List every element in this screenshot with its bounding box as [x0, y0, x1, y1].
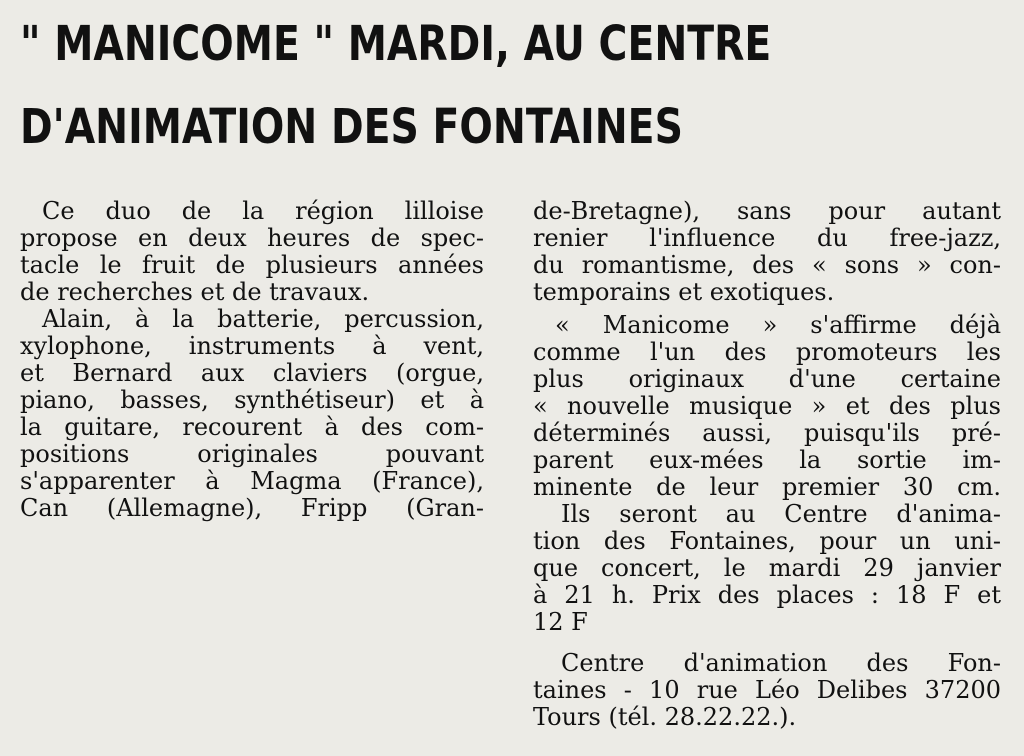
body-line: xylophone, instruments à vent, — [20, 332, 484, 360]
body-line: la guitare, recourent à des com- — [20, 413, 484, 441]
body-line: et Bernard aux claviers (orgue, — [20, 359, 484, 387]
body-line: 12 F — [533, 608, 588, 636]
body-line: piano, basses, synthétiseur) et à — [20, 386, 484, 414]
body-line: Alain, à la batterie, percussion, — [42, 305, 484, 333]
body-line: Can (Allemagne), Fripp (Gran- — [20, 494, 484, 522]
body-line: que concert, le mardi 29 janvier — [533, 554, 1001, 582]
body-line: déterminés aussi, puisqu'ils pré- — [533, 419, 1001, 447]
address-line: Centre d'animation des Fon- — [561, 649, 1001, 677]
article-column-right — [533, 198, 1001, 731]
body-line: de recherches et de travaux. — [20, 278, 370, 306]
body-line: « Manicome » s'affirme déjà — [555, 311, 1001, 339]
body-line: plus originaux d'une certaine — [533, 365, 1001, 393]
body-line: Ils seront au Centre d'anima- — [561, 500, 1001, 528]
body-line: minente de leur premier 30 cm. — [533, 473, 1001, 501]
address-line: taines - 10 rue Léo Delibes 37200 — [533, 676, 1001, 704]
body-line: s'apparenter à Magma (France), — [20, 467, 484, 495]
body-line: de-Bretagne), sans pour autant — [533, 197, 1001, 225]
body-line: renier l'influence du free-jazz, — [533, 224, 1001, 252]
body-line: à 21 h. Prix des places : 18 F et — [533, 581, 1001, 609]
body-line: du romantisme, des « sons » con- — [533, 251, 1001, 279]
headline-line-1: " MANICOME " MARDI, AU CENTRE — [20, 16, 772, 72]
body-line: comme l'un des promoteurs les — [533, 338, 1001, 366]
body-line: parent eux-mées la sortie im- — [533, 446, 1001, 474]
article-column-left — [20, 198, 484, 522]
body-line: « nouvelle musique » et des plus — [533, 392, 1001, 420]
body-line: positions originales pouvant — [20, 440, 484, 468]
address-line: Tours (tél. 28.22.22.). — [533, 703, 797, 731]
body-line: propose en deux heures de spec- — [20, 224, 484, 252]
body-line: tion des Fontaines, pour un uni- — [533, 527, 1001, 555]
headline-line-2: D'ANIMATION DES FONTAINES — [20, 99, 683, 155]
body-line: Ce duo de la région lilloise — [42, 197, 484, 225]
body-line: tacle le fruit de plusieurs années — [20, 251, 484, 279]
body-line: temporains et exotiques. — [533, 278, 835, 306]
